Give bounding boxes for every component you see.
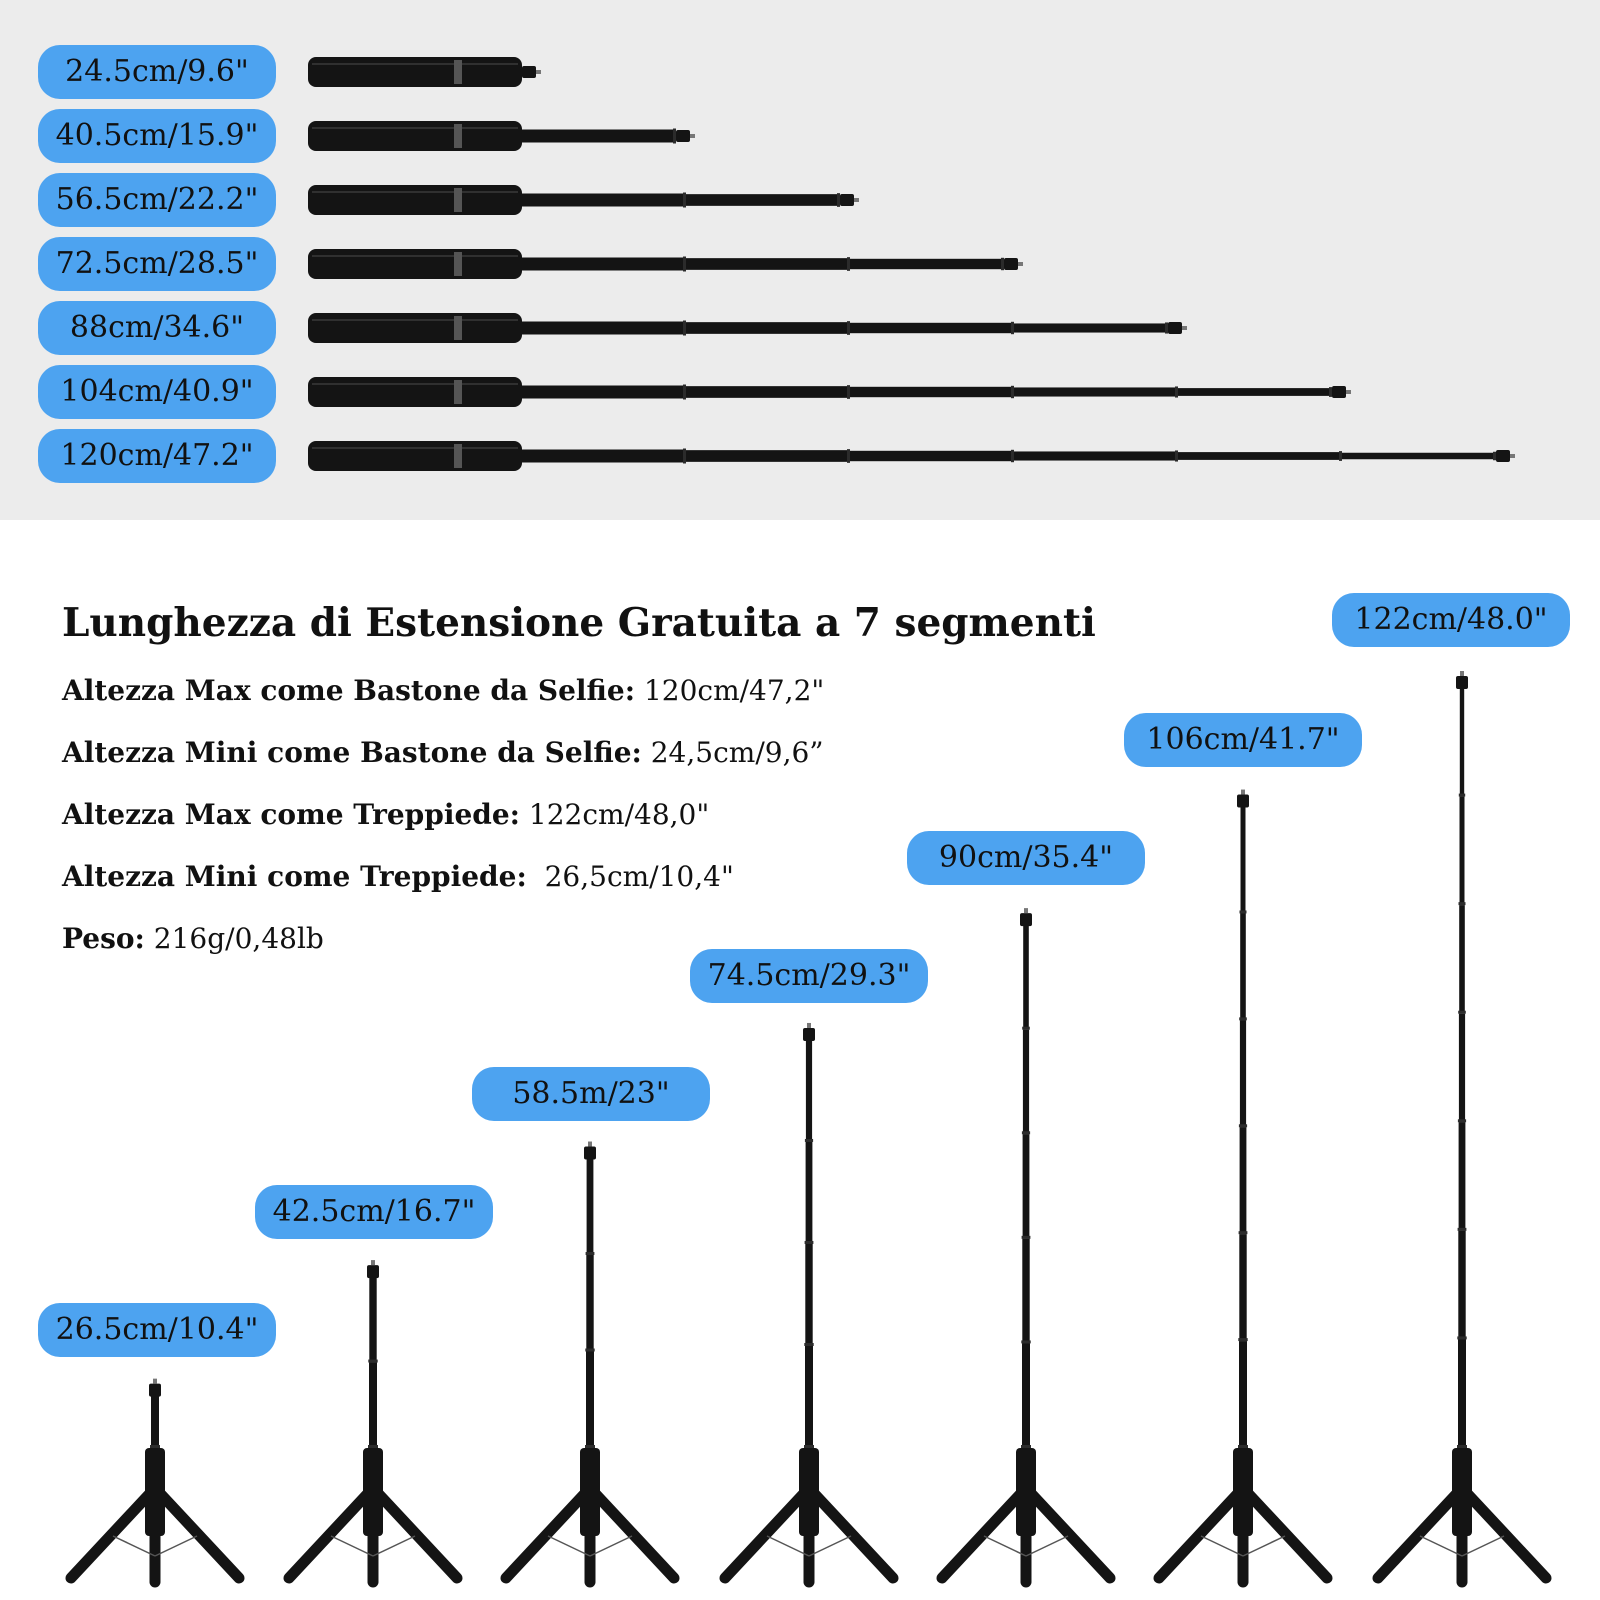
pole-joint — [1022, 1027, 1030, 1030]
tripod-pole-section — [1023, 925, 1029, 1030]
spec-value: 26,5cm/10,4" — [526, 860, 734, 893]
tripod-pole-section — [1023, 1134, 1030, 1239]
tripod-leg-right — [155, 1488, 239, 1578]
tripod-pole-section — [369, 1277, 376, 1362]
tripod-handle — [145, 1448, 165, 1536]
tripod-height-label: 106cm/41.7" — [1124, 713, 1362, 767]
spec-value: 24,5cm/9,6” — [641, 736, 824, 769]
spec-value: 120cm/47,2" — [635, 674, 825, 707]
spec-key: Altezza Mini come Bastone da Selfie: — [62, 736, 642, 769]
spec-value: 122cm/48,0" — [520, 798, 710, 831]
leg-brace — [1462, 1536, 1504, 1556]
tripod-pole-section — [586, 1352, 594, 1448]
tripod-screw-thread — [1024, 908, 1028, 913]
tripod-pole-section — [1460, 688, 1464, 797]
tripod-height-label: 122cm/48.0" — [1332, 593, 1570, 647]
tripod-pole-section — [805, 1244, 812, 1346]
tripod-pole-section — [369, 1363, 377, 1448]
stick-length-label: 120cm/47.2" — [38, 429, 276, 483]
stick-length-label: 72.5cm/28.5" — [38, 237, 276, 291]
tripod-pole-section — [1023, 1030, 1029, 1135]
stick-length-label: 56.5cm/22.2" — [38, 173, 276, 227]
tripod-height-label: 42.5cm/16.7" — [255, 1185, 493, 1239]
tripod-figure — [71, 1379, 239, 1582]
spec-key: Altezza Max come Bastone da Selfie: — [62, 674, 636, 707]
tripod-pole-section — [1459, 905, 1465, 1014]
tripod-pole-section — [587, 1159, 594, 1255]
leg-brace — [767, 1536, 809, 1556]
tripod-height-label: 90cm/35.4" — [907, 831, 1145, 885]
spec-key: Altezza Mini come Treppiede: — [62, 860, 527, 893]
tripod-pole-section — [151, 1396, 159, 1448]
tripod-pole-section — [1459, 1014, 1465, 1123]
tripod-screw-mount — [367, 1265, 379, 1278]
tripod-pole-section — [1022, 1343, 1030, 1448]
tripod-screw-thread — [153, 1379, 157, 1384]
pole-joint — [804, 1445, 814, 1448]
pole-joint — [1239, 1124, 1247, 1127]
leg-brace — [1420, 1536, 1462, 1556]
pole-joint — [1022, 1236, 1031, 1239]
tripod-figure — [725, 1023, 893, 1582]
pole-joint — [1239, 1017, 1247, 1020]
leg-brace — [373, 1536, 415, 1556]
pole-joint — [1457, 1445, 1467, 1448]
tripod-screw-thread — [807, 1023, 811, 1028]
tripod-screw-mount — [1456, 676, 1468, 689]
pole-joint — [1238, 1338, 1247, 1341]
spec-value: 216g/0,48lb — [144, 922, 324, 955]
pole-joint — [1458, 1228, 1467, 1231]
tripod-figure — [289, 1260, 457, 1582]
tripod-pole-section — [806, 1142, 813, 1244]
pole-joint — [585, 1445, 595, 1448]
pole-joint — [805, 1139, 813, 1142]
tripod-leg-left — [725, 1488, 809, 1578]
tripod-height-label: 74.5cm/29.3" — [690, 949, 928, 1003]
leg-brace — [1026, 1536, 1068, 1556]
tripod-screw-mount — [149, 1384, 161, 1397]
tripod-pole-section — [805, 1346, 813, 1448]
leg-brace — [331, 1536, 373, 1556]
pole-joint — [1021, 1445, 1031, 1448]
tripod-screw-mount — [1237, 795, 1249, 808]
stick-length-label: 88cm/34.6" — [38, 301, 276, 355]
tripod-pole-section — [1241, 807, 1246, 914]
stick-length-label: 40.5cm/15.9" — [38, 109, 276, 163]
pole-joint — [368, 1445, 378, 1448]
spec-key: Peso: — [62, 922, 145, 955]
tripod-screw-mount — [584, 1147, 596, 1160]
pole-joint — [1240, 910, 1247, 913]
tripod-leg-left — [942, 1488, 1026, 1578]
tripod-pole-section — [1022, 1239, 1029, 1344]
tripod-handle — [1452, 1448, 1472, 1536]
tripod-pole-section — [1240, 1020, 1246, 1127]
tripod-pole-section — [586, 1255, 593, 1351]
tripod-handle — [1016, 1448, 1036, 1536]
pole-joint — [1238, 1445, 1248, 1448]
leg-brace — [590, 1536, 632, 1556]
tripod-leg-left — [289, 1488, 373, 1578]
pole-joint — [586, 1252, 595, 1255]
tripod-leg-right — [1026, 1488, 1110, 1578]
tripod-leg-right — [590, 1488, 674, 1578]
tripod-pole-section — [1459, 1122, 1466, 1231]
tripod-figure — [506, 1142, 674, 1582]
pole-joint — [1022, 1131, 1030, 1134]
tripod-pole-section — [1240, 913, 1246, 1020]
tripod-leg-left — [71, 1488, 155, 1578]
leg-brace — [113, 1536, 155, 1556]
tripod-screw-mount — [1020, 913, 1032, 926]
tripod-leg-left — [1159, 1488, 1243, 1578]
tripod-figure — [942, 908, 1110, 1582]
pole-joint — [1457, 1336, 1466, 1339]
tripod-figure — [1378, 671, 1546, 1582]
tripod-handle — [580, 1448, 600, 1536]
leg-brace — [809, 1536, 851, 1556]
leg-brace — [1243, 1536, 1285, 1556]
tripod-leg-right — [1243, 1488, 1327, 1578]
pole-joint — [804, 1343, 813, 1346]
spec-key: Altezza Max come Treppiede: — [62, 798, 520, 831]
pole-joint — [1458, 1119, 1466, 1122]
stick-length-label: 104cm/40.9" — [38, 365, 276, 419]
pole-joint — [150, 1445, 160, 1448]
leg-brace — [1201, 1536, 1243, 1556]
pole-joint — [805, 1241, 814, 1244]
tripod-height-label: 58.5m/23" — [472, 1067, 710, 1121]
tripod-figure — [1159, 790, 1327, 1582]
tripod-screw-thread — [1460, 671, 1464, 676]
leg-brace — [548, 1536, 590, 1556]
tripod-screw-mount — [803, 1028, 815, 1041]
tripod-pole-section — [1460, 797, 1465, 906]
spec-heading: Lunghezza di Estensione Gratuita a 7 segmenti — [62, 600, 1096, 646]
tripod-leg-left — [506, 1488, 590, 1578]
tripod-leg-right — [373, 1488, 457, 1578]
stick-length-label: 24.5cm/9.6" — [38, 45, 276, 99]
tripod-screw-thread — [1241, 790, 1245, 795]
tripod-screw-thread — [371, 1260, 375, 1265]
pole-joint — [1459, 902, 1466, 905]
tripod-leg-left — [1378, 1488, 1462, 1578]
tripod-pole-section — [1239, 1341, 1247, 1448]
tripod-pole-section — [806, 1040, 812, 1142]
tripod-pole-section — [1458, 1339, 1466, 1448]
tripod-screw-thread — [588, 1142, 592, 1147]
pole-joint — [368, 1360, 377, 1363]
pole-joint — [1458, 1011, 1466, 1014]
tripod-handle — [799, 1448, 819, 1536]
tripod-leg-right — [1462, 1488, 1546, 1578]
tripod-pole-section — [1239, 1234, 1246, 1341]
tripod-pole-section — [1458, 1231, 1465, 1340]
pole-joint — [585, 1349, 594, 1352]
tripod-leg-right — [809, 1488, 893, 1578]
pole-joint — [1021, 1340, 1030, 1343]
leg-brace — [984, 1536, 1026, 1556]
leg-brace — [155, 1536, 197, 1556]
pole-joint — [1239, 1231, 1248, 1234]
pole-joint — [1459, 794, 1465, 797]
tripod-handle — [363, 1448, 383, 1536]
tripod-handle — [1233, 1448, 1253, 1536]
tripod-height-label: 26.5cm/10.4" — [38, 1303, 276, 1357]
tripod-pole-section — [1240, 1127, 1247, 1234]
